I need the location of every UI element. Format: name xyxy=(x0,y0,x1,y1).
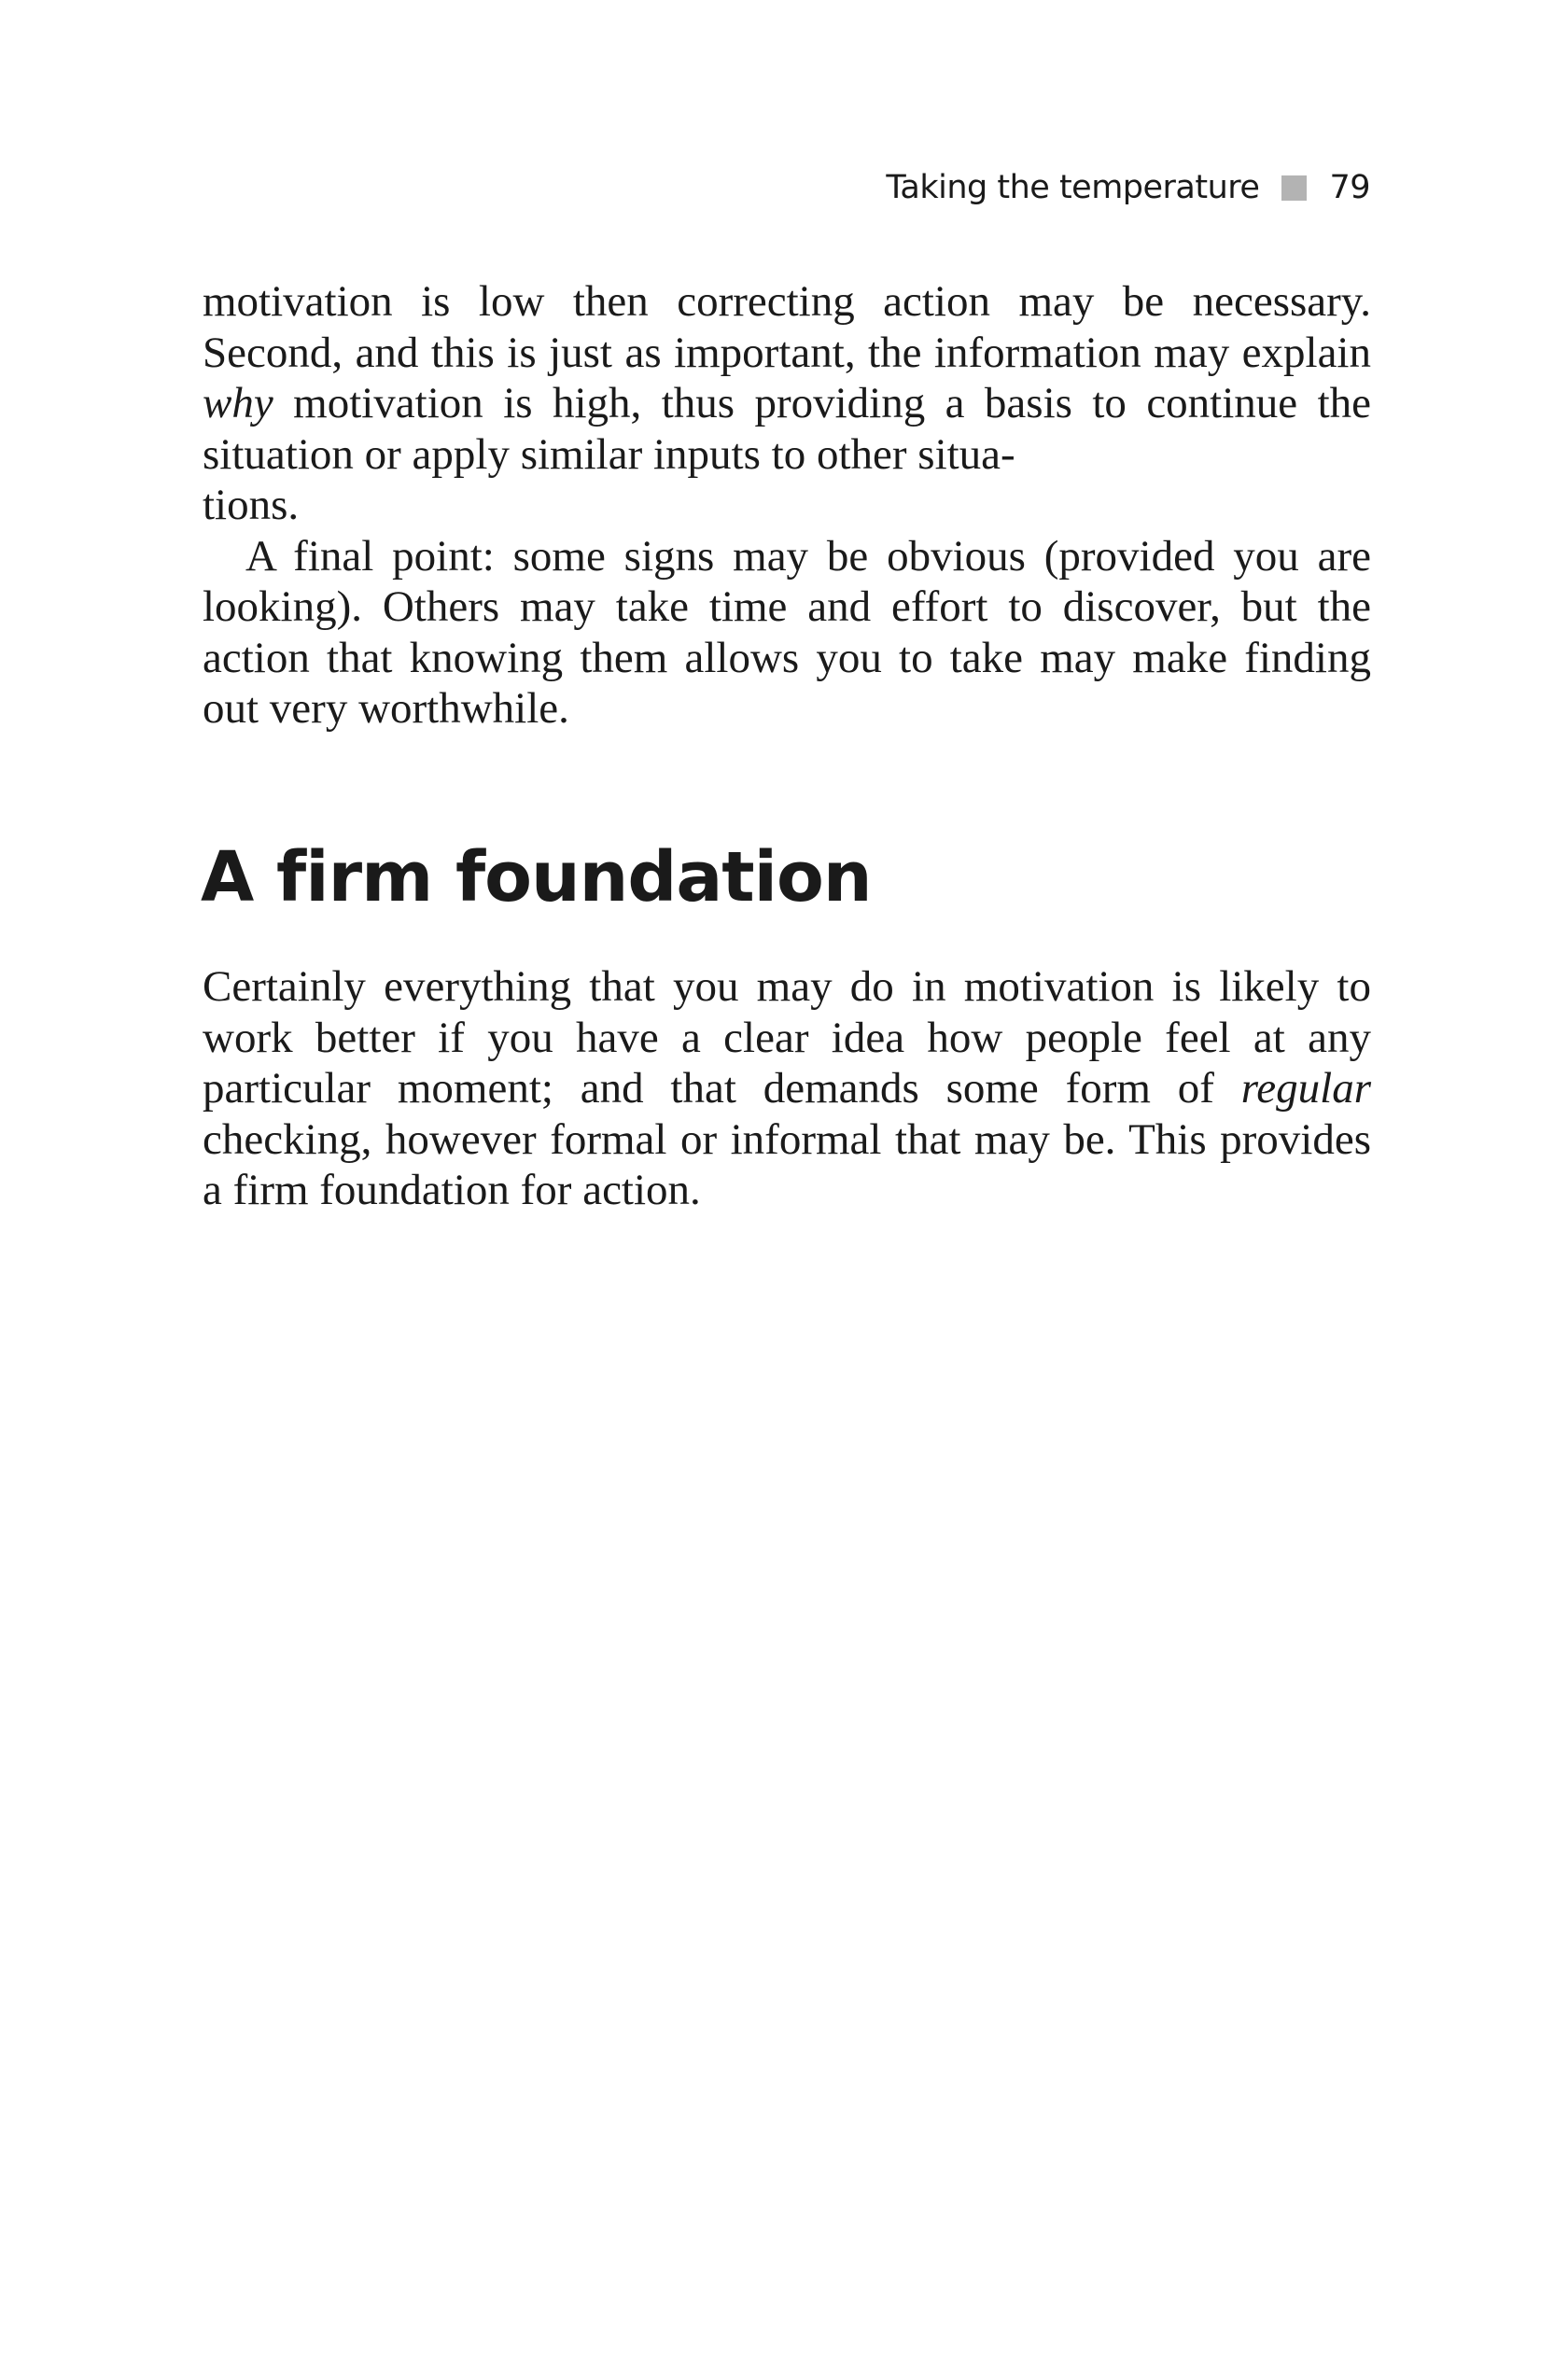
page-number: 79 xyxy=(1329,169,1370,206)
paragraph-continued xyxy=(203,276,1371,531)
emphasis-text: why xyxy=(203,379,273,427)
paragraph-text: checking, however formal or informal that may be. This provides a firm foundation for action. xyxy=(203,1114,1371,1214)
running-head-title: Taking the temperature xyxy=(886,169,1260,206)
section-heading: A firm foundation xyxy=(201,837,872,917)
paragraph-text: Certainly everything that you may do in motivation is likely to work better if you have a clear idea how people feel at any particular moment; and that demands some form of xyxy=(203,962,1371,1113)
paragraph-final-point: A final point: some signs may be obvious (provided you are looking). Others may take time and effort to discover, but the action that knowing them allows you to take may make finding out very worthwhile. xyxy=(203,531,1371,733)
paragraph-text: motivation is low then correcting action may be necessary. Second, and this is just as important, the information may explain xyxy=(203,277,1371,377)
running-head xyxy=(886,166,1370,209)
square-separator-icon xyxy=(1281,175,1307,201)
paragraph-text: tions. xyxy=(203,481,300,529)
paragraph-text: motivation is high, thus providing a basis to continue the situation or apply similar inputs to other situa- xyxy=(203,379,1371,479)
paragraph-firm-foundation xyxy=(203,961,1371,1216)
section-1-body xyxy=(203,276,1371,735)
section-2-body xyxy=(203,961,1371,1216)
emphasis-text: regular xyxy=(1240,1064,1371,1113)
